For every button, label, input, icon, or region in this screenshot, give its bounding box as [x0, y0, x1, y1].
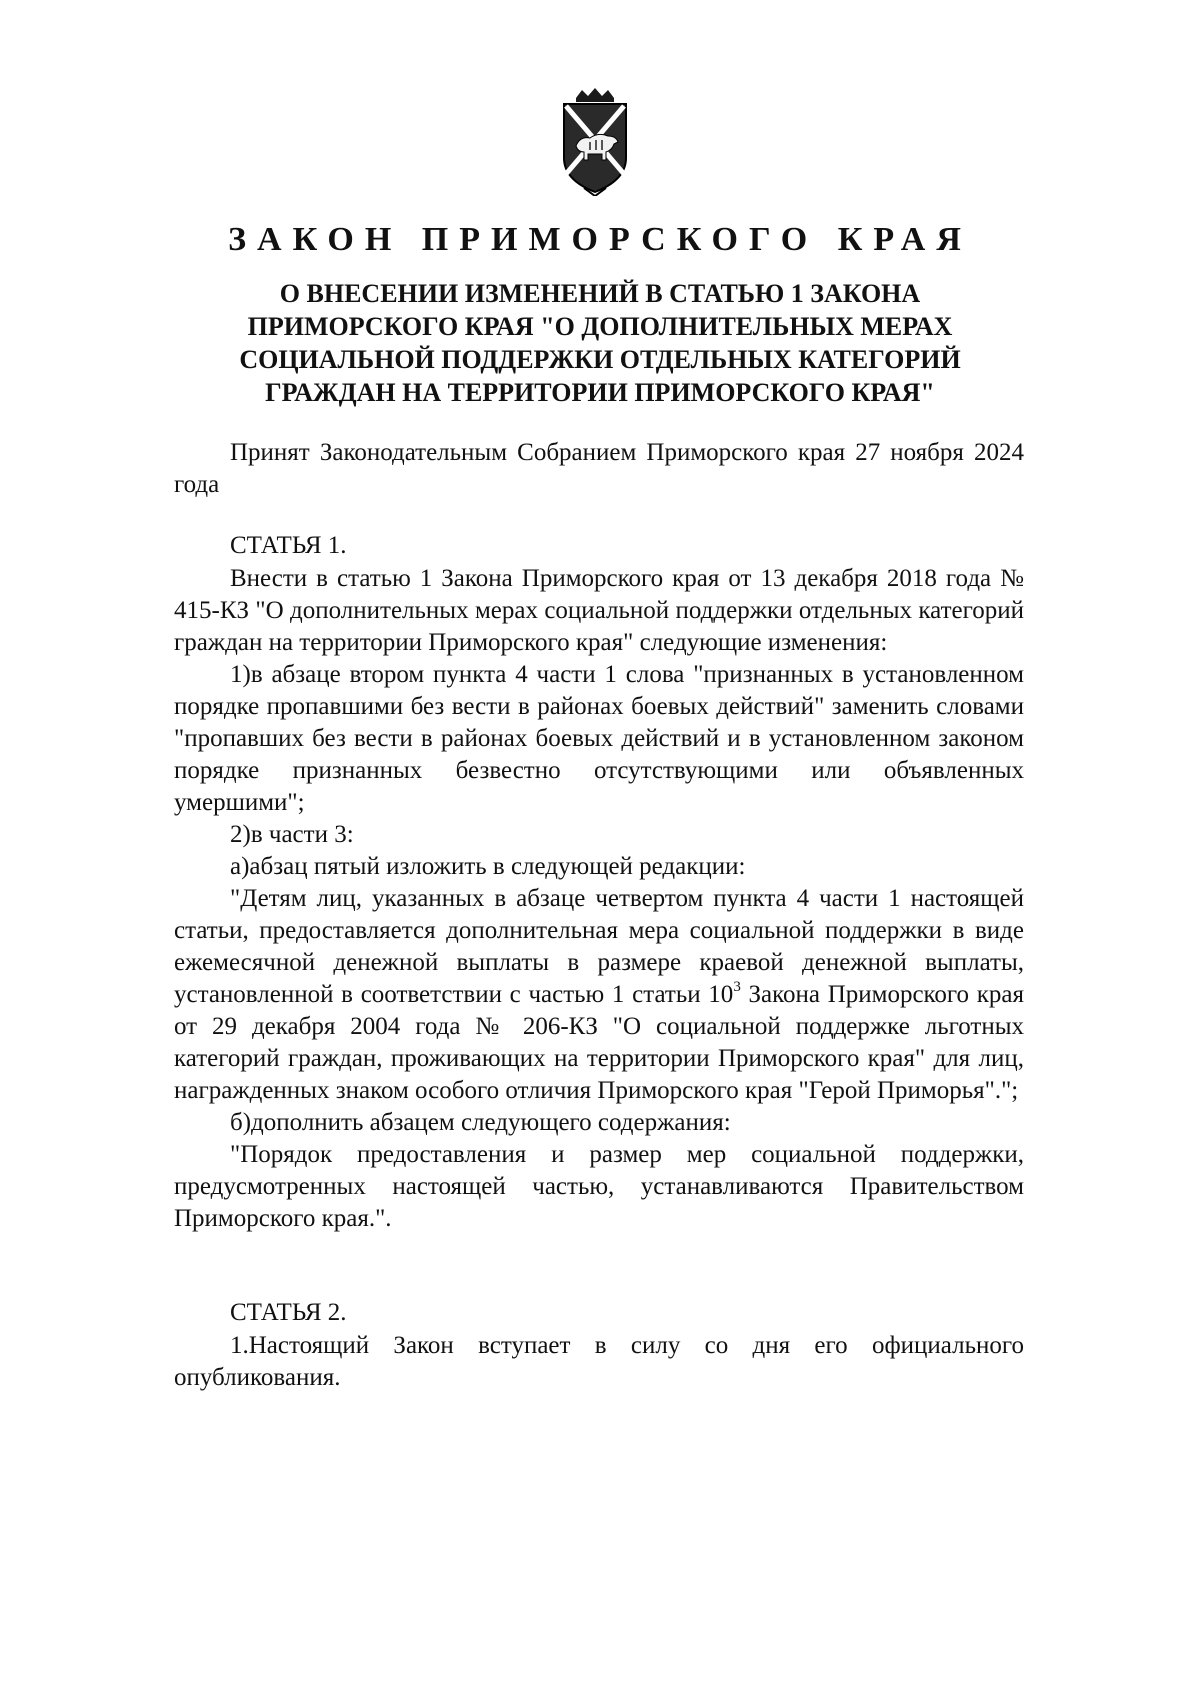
law-title — [200, 277, 1000, 409]
amendment-subitem: а)абзац пятый изложить в следующей редакции: — [230, 853, 746, 880]
adoption-statement: Принят Законодательным Собранием Приморского края 27 ноября 2024 года — [174, 439, 1024, 498]
law-title-line: О ВНЕСЕНИИ ИЗМЕНЕНИЙ В СТАТЬЮ 1 ЗАКОНА — [279, 279, 921, 308]
amendment-item: 2)в части 3: — [230, 821, 354, 848]
law-title-line: ГРАЖДАН НА ТЕРРИТОРИИ ПРИМОРСКОГО КРАЯ" — [265, 378, 935, 407]
coat-of-arms-icon — [554, 88, 636, 196]
law-title-line: ПРИМОРСКОГО КРАЯ "О ДОПОЛНИТЕЛЬНЫХ МЕРАХ — [247, 312, 953, 341]
article-heading: СТАТЬЯ 2. — [230, 1299, 347, 1326]
amendment-item: 1)в абзаце втором пункта 4 части 1 слова "признанных в установленном порядке пропавшими без вести в районах боевых действий" заменить словами "пропавших без вести в районах боевых действий и в установленном законом порядке признанных безвестно отсутствующими или объявленных умершими"; — [174, 661, 1024, 816]
law-type-heading: ЗАКОН ПРИМОРСКОГО КРАЯ — [228, 221, 972, 258]
quote-text: "Детям лиц, указанных в абзаце четвертом пункта 4 части 1 настоящей статьи, предоставляется дополнительная мера социальной поддержки в виде ежемесячной денежной выплаты в размере краевой денежной выплаты, установленной в соответствии с частью 1 статьи 10 — [174, 885, 1024, 1008]
law-title-line: СОЦИАЛЬНОЙ ПОДДЕРЖКИ ОТДЕЛЬНЫХ КАТЕГОРИЙ — [239, 345, 961, 374]
quoted-paragraph — [174, 883, 1024, 1107]
article-item: 1.Настоящий Закон вступает в силу со дня его официального опубликования. — [174, 1332, 1024, 1391]
amendment-subitem: б)дополнить абзацем следующего содержания: — [230, 1109, 731, 1136]
article-intro: Внести в статью 1 Закона Приморского края от 13 декабря 2018 года № 415-КЗ "О дополнительных мерах социальной поддержки отдельных категорий граждан на территории Приморского края" следующие изменения: — [174, 565, 1024, 656]
article-2 — [174, 1297, 1024, 1394]
article-heading: СТАТЬЯ 1. — [230, 532, 347, 559]
article-1 — [174, 530, 1024, 1235]
quote-text: Закона Приморского края от 29 декабря 2004 года № 206-КЗ "О социальной поддержке льготных категорий граждан, проживающих на территории Приморского края" для лиц, награжденных знаком особого отличия Приморского края "Герой Приморья"."; — [174, 981, 1024, 1104]
superscript: 3 — [733, 978, 741, 995]
quoted-paragraph: "Порядок предоставления и размер мер социальной поддержки, предусмотренных настоящей частью, устанавливаются Правительством Приморского края.". — [174, 1141, 1024, 1232]
